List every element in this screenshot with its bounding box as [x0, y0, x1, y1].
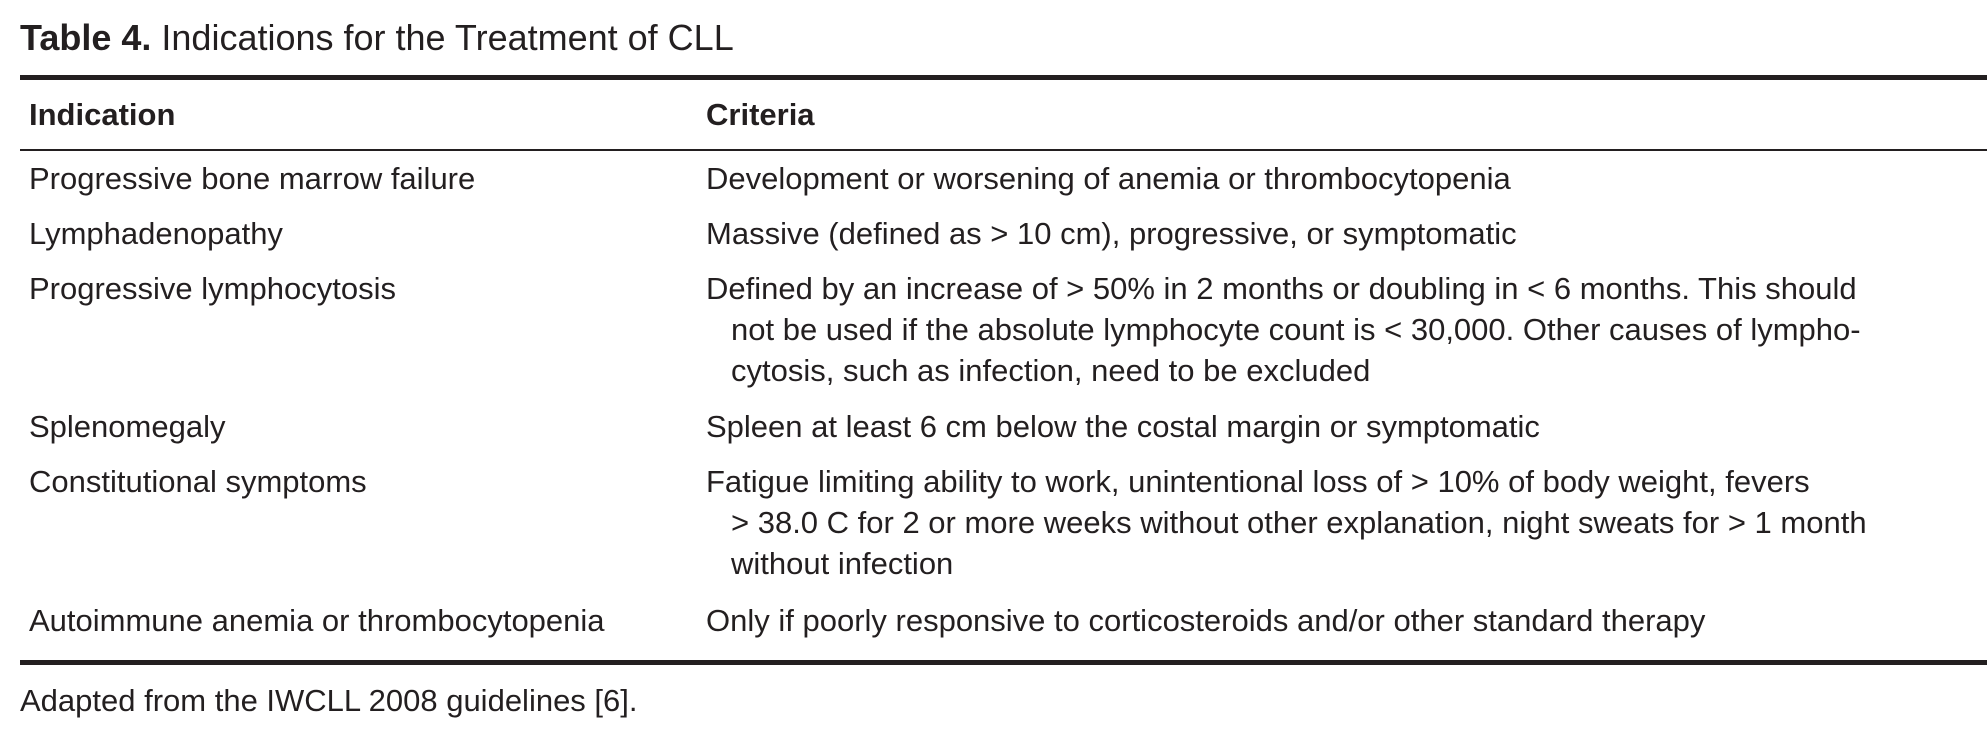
table-footnote: Adapted from the IWCLL 2008 guidelines [6].: [20, 683, 638, 718]
criteria-line: Defined by an increase of > 50% in 2 months or doubling in < 6 months. This should: [706, 271, 1857, 306]
table-caption-title: Indications for the Treatment of CLL: [161, 17, 734, 58]
row-criteria: [706, 213, 1976, 254]
criteria-line: without infection: [731, 546, 954, 581]
row-criteria: [706, 158, 1976, 199]
table-header-rule: [20, 149, 1987, 151]
criteria-line: Only if poorly responsive to corticosteroids and/or other standard therapy: [706, 603, 1706, 638]
row-indication: Splenomegaly: [29, 409, 226, 444]
header-indication: Indication: [29, 97, 176, 132]
row-criteria: [706, 461, 1976, 584]
criteria-line: Development or worsening of anemia or thrombocytopenia: [706, 161, 1511, 196]
criteria-line: > 38.0 C for 2 or more weeks without other explanation, night sweats for > 1 month: [731, 505, 1867, 540]
criteria-line: Spleen at least 6 cm below the costal margin or symptomatic: [706, 409, 1540, 444]
row-indication: Constitutional symptoms: [29, 464, 367, 499]
row-criteria: [706, 600, 1976, 641]
row-criteria: [706, 268, 1976, 391]
criteria-line: Fatigue limiting ability to work, unintentional loss of > 10% of body weight, fevers: [706, 464, 1810, 499]
row-criteria: [706, 406, 1976, 447]
table-caption: [20, 16, 734, 60]
row-indication: Progressive lymphocytosis: [29, 271, 396, 306]
table-bottom-rule: [20, 660, 1987, 665]
criteria-line: not be used if the absolute lymphocyte count is < 30,000. Other causes of lympho-: [731, 312, 1861, 347]
table-top-rule: [20, 75, 1987, 80]
table-caption-label: Table 4.: [20, 17, 152, 58]
row-indication: Lymphadenopathy: [29, 216, 283, 251]
header-criteria: Criteria: [706, 97, 815, 132]
row-indication: Autoimmune anemia or thrombocytopenia: [29, 603, 605, 638]
criteria-line: cytosis, such as infection, need to be excluded: [731, 353, 1371, 388]
criteria-line: Massive (defined as > 10 cm), progressive, or symptomatic: [706, 216, 1517, 251]
row-indication: Progressive bone marrow failure: [29, 161, 476, 196]
